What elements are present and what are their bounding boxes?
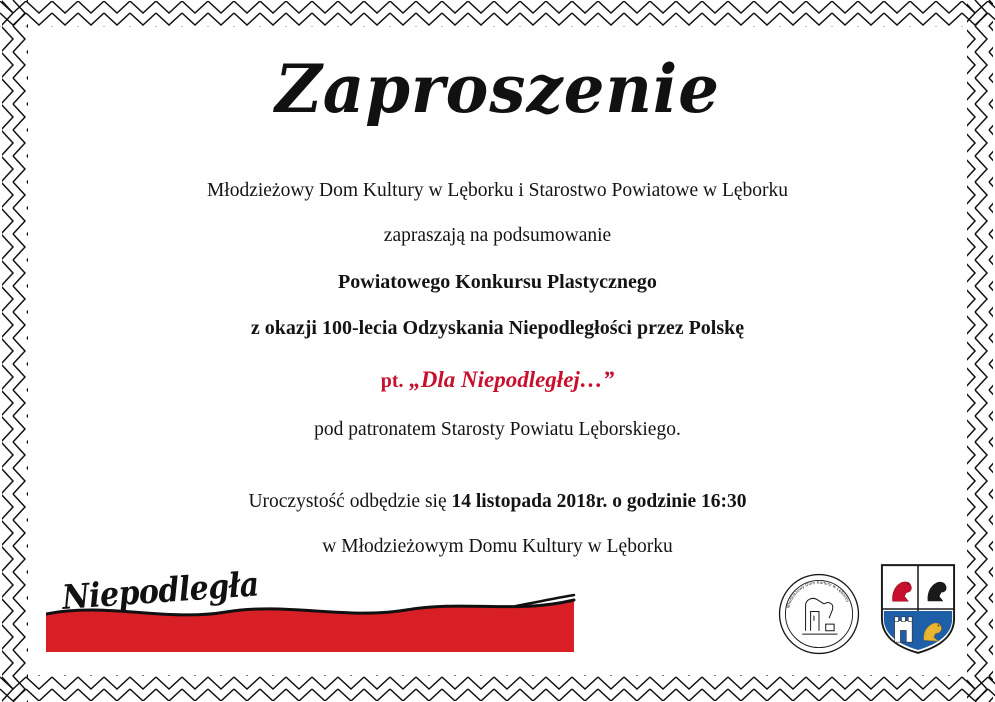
body-line-2: zapraszają na podsumowanie — [383, 225, 612, 247]
institution-crests — [777, 562, 957, 656]
event-place-line: w Młodzieżowym Domu Kultury w Lęborku — [322, 536, 673, 558]
patron-line: pod patronatem Starosty Powiatu Lęborskiego. — [314, 418, 681, 440]
competition-title-line — [34, 364, 961, 395]
event-datetime: 14 listopada 2018r. o godzinie 16:30 — [451, 490, 747, 512]
spacer — [34, 443, 961, 489]
competition-title-text: „Dla Niepodległej…” — [409, 366, 615, 392]
event-datetime-line — [34, 489, 961, 515]
body-line-3: Powiatowego Konkursu Plastycznego — [338, 270, 657, 293]
invitation-content — [34, 28, 961, 674]
page-title: Zaproszenie — [275, 50, 720, 128]
niepodlegla-logo — [46, 562, 586, 658]
footer-logos — [34, 534, 961, 674]
mdk-seal-text: Młodzieżowy Dom Kultury w Lęborku — [785, 579, 851, 609]
invitation-body — [34, 178, 961, 561]
mdk-seal-icon — [777, 572, 861, 656]
body-line-1: Młodzieżowy Dom Kultury w Lęborku i Starostwo Powiatowe w Lęborku — [206, 180, 789, 201]
niepodlegla-wordmark: Niepodległa — [60, 565, 260, 618]
event-prefix: Uroczystość odbędzie się — [248, 490, 447, 512]
powiat-leborski-coat-of-arms-icon — [879, 562, 957, 656]
body-line-4: z okazji 100-lecia Odzyskania Niepodległości przez Polskę — [250, 316, 745, 339]
competition-title-prefix: pt. — [380, 369, 404, 392]
